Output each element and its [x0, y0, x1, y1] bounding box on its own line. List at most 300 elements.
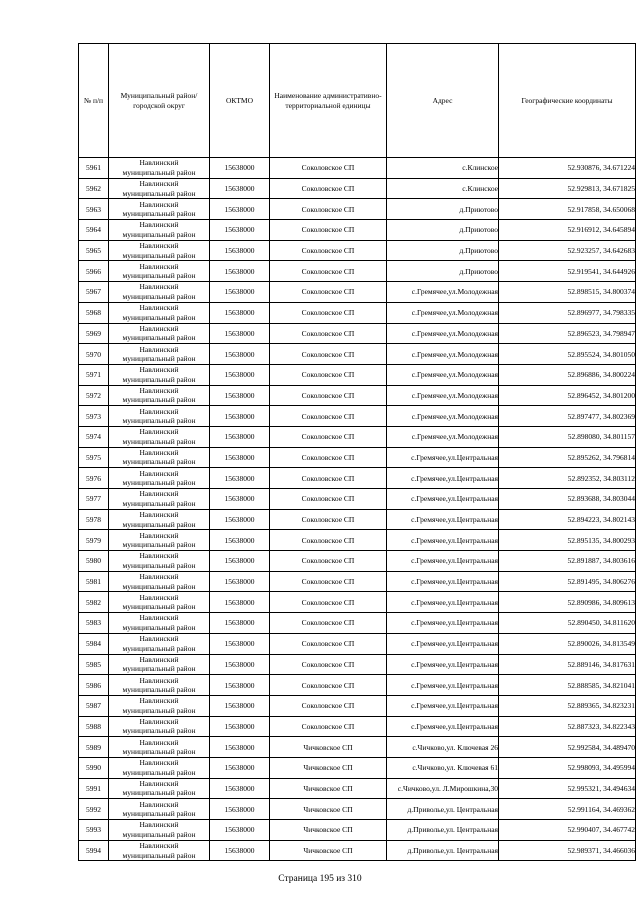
table-row: [79, 757, 636, 778]
row-address: с.Гремячее,ул.Центральная: [387, 551, 499, 572]
row-admin-unit: Соколовское СП: [270, 716, 387, 737]
row-admin-unit: Соколовское СП: [270, 551, 387, 572]
table-row: [79, 778, 636, 799]
row-oktmo: 15638000: [210, 799, 270, 820]
row-district-line-2: муниципальный район: [122, 229, 196, 239]
row-district: [109, 158, 210, 179]
row-address: д.Приютово: [387, 220, 499, 241]
row-admin-unit: Соколовское СП: [270, 302, 387, 323]
row-district: [109, 282, 210, 303]
row-district: [109, 240, 210, 261]
row-oktmo: 15638000: [210, 613, 270, 634]
row-admin-unit: Соколовское СП: [270, 633, 387, 654]
row-district: [109, 654, 210, 675]
row-address: д.Приютово: [387, 261, 499, 282]
row-district: [109, 695, 210, 716]
row-coordinates: 52.930876, 34.671224: [499, 158, 636, 179]
row-district-line-2: муниципальный район: [122, 622, 196, 632]
table-row: [79, 695, 636, 716]
table-row: [79, 840, 636, 861]
table-row: [79, 592, 636, 613]
row-oktmo: 15638000: [210, 323, 270, 344]
row-district-line-1: Навлинский: [139, 613, 179, 623]
row-admin-unit: Чичковское СП: [270, 840, 387, 861]
row-number: 5964: [79, 220, 109, 241]
row-district-line-1: Навлинский: [139, 820, 179, 830]
row-coordinates: 52.917858, 34.650068: [499, 199, 636, 220]
table-row: [79, 282, 636, 303]
row-admin-unit: Соколовское СП: [270, 344, 387, 365]
row-district: [109, 737, 210, 758]
row-address: д.Приволье,ул. Центральная: [387, 820, 499, 841]
row-address: с.Гремячее,ул.Молодежная: [387, 302, 499, 323]
table-row: [79, 675, 636, 696]
row-oktmo: 15638000: [210, 633, 270, 654]
row-district-line-2: муниципальный район: [122, 664, 196, 674]
row-coordinates: 52.889365, 34.823231: [499, 695, 636, 716]
row-oktmo: 15638000: [210, 344, 270, 365]
row-admin-unit: Чичковское СП: [270, 757, 387, 778]
row-district-line-2: муниципальный район: [122, 685, 196, 695]
row-address: с.Гремячее,ул.Центральная: [387, 509, 499, 530]
row-number: 5966: [79, 261, 109, 282]
row-district-line-2: муниципальный район: [122, 312, 196, 322]
table-row: [79, 551, 636, 572]
row-district-line-2: муниципальный район: [122, 374, 196, 384]
row-number: 5967: [79, 282, 109, 303]
row-district-line-1: Навлинский: [139, 778, 179, 788]
row-address: д.Приволье,ул. Центральная: [387, 840, 499, 861]
row-number: 5962: [79, 178, 109, 199]
table-row: [79, 613, 636, 634]
row-oktmo: 15638000: [210, 199, 270, 220]
row-coordinates: 52.896977, 34.798335: [499, 302, 636, 323]
row-district-line-1: Навлинский: [139, 199, 179, 209]
row-district: [109, 509, 210, 530]
row-district-line-2: муниципальный район: [122, 519, 196, 529]
row-coordinates: 52.896452, 34.801200: [499, 385, 636, 406]
table-body: [79, 158, 636, 861]
row-district: [109, 571, 210, 592]
row-coordinates: 52.891887, 34.803616: [499, 551, 636, 572]
row-admin-unit: Соколовское СП: [270, 385, 387, 406]
row-district-line-2: муниципальный район: [122, 726, 196, 736]
row-district: [109, 323, 210, 344]
row-district-line-1: Навлинский: [139, 841, 179, 851]
row-district-line-1: Навлинский: [139, 447, 179, 457]
row-number: 5963: [79, 199, 109, 220]
row-number: 5976: [79, 468, 109, 489]
row-district: [109, 489, 210, 510]
row-admin-unit: Соколовское СП: [270, 406, 387, 427]
row-coordinates: 52.898515, 34.800374: [499, 282, 636, 303]
row-coordinates: 52.891495, 34.806276: [499, 571, 636, 592]
row-oktmo: 15638000: [210, 716, 270, 737]
row-oktmo: 15638000: [210, 282, 270, 303]
row-admin-unit: Соколовское СП: [270, 178, 387, 199]
row-district: [109, 757, 210, 778]
row-district: [109, 592, 210, 613]
row-oktmo: 15638000: [210, 240, 270, 261]
row-address: с.Гремячее,ул.Центральная: [387, 468, 499, 489]
row-district-line-1: Навлинский: [139, 220, 179, 230]
row-district: [109, 530, 210, 551]
row-admin-unit: Чичковское СП: [270, 737, 387, 758]
row-district: [109, 302, 210, 323]
row-coordinates: 52.990407, 34.467742: [499, 820, 636, 841]
row-number: 5978: [79, 509, 109, 530]
table-row: [79, 261, 636, 282]
row-admin-unit: Чичковское СП: [270, 820, 387, 841]
row-oktmo: 15638000: [210, 592, 270, 613]
row-district-line-2: муниципальный район: [122, 829, 196, 839]
row-admin-unit: Соколовское СП: [270, 468, 387, 489]
row-coordinates: 52.896886, 34.800224: [499, 364, 636, 385]
row-coordinates: 52.989371, 34.466036: [499, 840, 636, 861]
row-address: д.Приютово: [387, 199, 499, 220]
row-district: [109, 199, 210, 220]
row-number: 5969: [79, 323, 109, 344]
row-district: [109, 633, 210, 654]
row-address: с.Гремячее,ул.Молодежная: [387, 323, 499, 344]
row-district-line-2: муниципальный район: [122, 271, 196, 281]
row-admin-unit: Соколовское СП: [270, 426, 387, 447]
row-oktmo: 15638000: [210, 302, 270, 323]
row-district: [109, 551, 210, 572]
table-row: [79, 323, 636, 344]
row-coordinates: 52.890450, 34.811620: [499, 613, 636, 634]
table-row: [79, 489, 636, 510]
row-district-line-1: Навлинский: [139, 158, 179, 168]
row-address: д.Приютово: [387, 240, 499, 261]
row-number: 5986: [79, 675, 109, 696]
row-district: [109, 778, 210, 799]
header-oktmo: ОКТМО: [210, 44, 270, 158]
row-district-line-1: Навлинский: [139, 675, 179, 685]
row-district: [109, 364, 210, 385]
row-oktmo: 15638000: [210, 385, 270, 406]
table-row: [79, 240, 636, 261]
row-coordinates: 52.992584, 34.489470: [499, 737, 636, 758]
row-district-line-2: муниципальный район: [122, 333, 196, 343]
row-district: [109, 385, 210, 406]
row-district: [109, 178, 210, 199]
row-coordinates: 52.916912, 34.645894: [499, 220, 636, 241]
table-row: [79, 571, 636, 592]
row-number: 5983: [79, 613, 109, 634]
row-district-line-2: муниципальный район: [122, 602, 196, 612]
row-address: с.Клинское: [387, 178, 499, 199]
row-address: с.Гремячее,ул.Центральная: [387, 675, 499, 696]
row-district-line-1: Навлинский: [139, 696, 179, 706]
row-district-line-2: муниципальный район: [122, 643, 196, 653]
table-header: [79, 44, 636, 158]
row-coordinates: 52.892352, 34.803112: [499, 468, 636, 489]
row-number: 5992: [79, 799, 109, 820]
row-district-line-2: муниципальный район: [122, 478, 196, 488]
row-address: с.Гремячее,ул.Центральная: [387, 592, 499, 613]
row-district: [109, 716, 210, 737]
row-coordinates: 52.887323, 34.822343: [499, 716, 636, 737]
row-number: 5984: [79, 633, 109, 654]
row-address: с.Клинское: [387, 158, 499, 179]
row-oktmo: 15638000: [210, 509, 270, 530]
row-district-line-1: Навлинский: [139, 468, 179, 478]
table-row: [79, 178, 636, 199]
table-row: [79, 799, 636, 820]
row-oktmo: 15638000: [210, 406, 270, 427]
row-district-line-2: муниципальный район: [122, 850, 196, 860]
row-coordinates: 52.919541, 34.644926: [499, 261, 636, 282]
row-number: 5993: [79, 820, 109, 841]
row-oktmo: 15638000: [210, 571, 270, 592]
row-district-line-1: Навлинский: [139, 385, 179, 395]
row-number: 5972: [79, 385, 109, 406]
row-district: [109, 447, 210, 468]
row-oktmo: 15638000: [210, 468, 270, 489]
table-row: [79, 344, 636, 365]
table-row: [79, 302, 636, 323]
row-district-line-2: муниципальный район: [122, 788, 196, 798]
row-address: с.Чичково,ул. Ключевая 26: [387, 737, 499, 758]
row-oktmo: 15638000: [210, 426, 270, 447]
row-district-line-2: муниципальный район: [122, 291, 196, 301]
row-oktmo: 15638000: [210, 220, 270, 241]
row-district-line-1: Навлинский: [139, 530, 179, 540]
row-oktmo: 15638000: [210, 261, 270, 282]
row-district-line-2: муниципальный район: [122, 354, 196, 364]
row-coordinates: 52.895524, 34.801050: [499, 344, 636, 365]
row-district-line-1: Навлинский: [139, 365, 179, 375]
row-district-line-1: Навлинский: [139, 654, 179, 664]
row-address: с.Гремячее,ул.Центральная: [387, 571, 499, 592]
row-admin-unit: Соколовское СП: [270, 220, 387, 241]
row-address: с.Гремячее,ул.Молодежная: [387, 385, 499, 406]
row-coordinates: 52.895262, 34.796814: [499, 447, 636, 468]
row-admin-unit: Соколовское СП: [270, 592, 387, 613]
row-admin-unit: Соколовское СП: [270, 323, 387, 344]
row-number: 5970: [79, 344, 109, 365]
header-address: Адрес: [387, 44, 499, 158]
row-number: 5965: [79, 240, 109, 261]
row-oktmo: 15638000: [210, 447, 270, 468]
row-oktmo: 15638000: [210, 675, 270, 696]
table-row: [79, 468, 636, 489]
row-coordinates: 52.929813, 34.671825: [499, 178, 636, 199]
row-oktmo: 15638000: [210, 551, 270, 572]
row-oktmo: 15638000: [210, 530, 270, 551]
row-oktmo: 15638000: [210, 158, 270, 179]
table-row: [79, 654, 636, 675]
row-admin-unit: Соколовское СП: [270, 240, 387, 261]
row-number: 5975: [79, 447, 109, 468]
row-address: с.Гремячее,ул.Центральная: [387, 716, 499, 737]
row-coordinates: 52.895135, 34.800293: [499, 530, 636, 551]
row-district-line-1: Навлинский: [139, 716, 179, 726]
row-oktmo: 15638000: [210, 695, 270, 716]
row-address: с.Чичково,ул. Л.Мирошкина,30: [387, 778, 499, 799]
row-address: с.Гремячее,ул.Молодежная: [387, 364, 499, 385]
page-footer: Страница 195 из 310: [278, 874, 362, 884]
row-coordinates: 52.998093, 34.495994: [499, 757, 636, 778]
table-row: [79, 509, 636, 530]
row-district-line-2: муниципальный район: [122, 167, 196, 177]
row-number: 5991: [79, 778, 109, 799]
row-admin-unit: Соколовское СП: [270, 364, 387, 385]
row-district-line-1: Навлинский: [139, 592, 179, 602]
row-oktmo: 15638000: [210, 840, 270, 861]
row-address: с.Гремячее,ул.Молодежная: [387, 426, 499, 447]
row-admin-unit: Чичковское СП: [270, 778, 387, 799]
row-district-line-2: муниципальный район: [122, 581, 196, 591]
row-admin-unit: Соколовское СП: [270, 613, 387, 634]
row-district-line-1: Навлинский: [139, 634, 179, 644]
row-coordinates: 52.894223, 34.802143: [499, 509, 636, 530]
row-admin-unit: Соколовское СП: [270, 675, 387, 696]
row-district-line-1: Навлинский: [139, 489, 179, 499]
row-oktmo: 15638000: [210, 778, 270, 799]
table-row: [79, 385, 636, 406]
row-address: с.Гремячее,ул.Центральная: [387, 695, 499, 716]
row-coordinates: 52.889146, 34.817631: [499, 654, 636, 675]
row-district: [109, 406, 210, 427]
row-coordinates: 52.995321, 34.494634: [499, 778, 636, 799]
row-district-line-1: Навлинский: [139, 737, 179, 747]
table-header-row: [79, 44, 636, 158]
row-district-line-1: Навлинский: [139, 303, 179, 313]
row-district: [109, 799, 210, 820]
row-district: [109, 261, 210, 282]
table-row: [79, 447, 636, 468]
row-district-line-2: муниципальный район: [122, 250, 196, 260]
row-oktmo: 15638000: [210, 364, 270, 385]
row-admin-unit: Соколовское СП: [270, 509, 387, 530]
row-coordinates: 52.893688, 34.803044: [499, 489, 636, 510]
header-coordinates: Географические координаты: [499, 44, 636, 158]
row-district-line-1: Навлинский: [139, 510, 179, 520]
row-coordinates: 52.896523, 34.798947: [499, 323, 636, 344]
row-number: 5994: [79, 840, 109, 861]
row-number: 5981: [79, 571, 109, 592]
row-district-line-2: муниципальный район: [122, 188, 196, 198]
row-district: [109, 820, 210, 841]
table-row: [79, 426, 636, 447]
row-number: 5961: [79, 158, 109, 179]
row-address: с.Гремячее,ул.Молодежная: [387, 344, 499, 365]
row-district-line-2: муниципальный район: [122, 705, 196, 715]
row-admin-unit: Соколовское СП: [270, 261, 387, 282]
row-address: с.Гремячее,ул.Центральная: [387, 633, 499, 654]
row-district-line-2: муниципальный район: [122, 395, 196, 405]
header-admin-unit: Наименование административно-территориальной единицы: [270, 44, 387, 158]
row-admin-unit: Соколовское СП: [270, 282, 387, 303]
table-row: [79, 220, 636, 241]
row-district-line-1: Навлинский: [139, 261, 179, 271]
row-admin-unit: Соколовское СП: [270, 571, 387, 592]
row-admin-unit: Соколовское СП: [270, 695, 387, 716]
row-district-line-1: Навлинский: [139, 406, 179, 416]
row-coordinates: 52.897477, 34.802369: [499, 406, 636, 427]
row-address: с.Чичково,ул. Ключевая 61: [387, 757, 499, 778]
row-district: [109, 344, 210, 365]
row-district-line-1: Навлинский: [139, 282, 179, 292]
row-address: с.Гремячее,ул.Центральная: [387, 447, 499, 468]
row-number: 5979: [79, 530, 109, 551]
row-coordinates: 52.890986, 34.809613: [499, 592, 636, 613]
row-district: [109, 468, 210, 489]
row-district-line-2: муниципальный район: [122, 457, 196, 467]
row-district-line-1: Навлинский: [139, 241, 179, 251]
row-number: 5982: [79, 592, 109, 613]
row-district-line-1: Навлинский: [139, 551, 179, 561]
row-district-line-1: Навлинский: [139, 427, 179, 437]
row-number: 5989: [79, 737, 109, 758]
row-district-line-2: муниципальный район: [122, 416, 196, 426]
row-admin-unit: Соколовское СП: [270, 158, 387, 179]
row-number: 5974: [79, 426, 109, 447]
row-district-line-2: муниципальный район: [122, 540, 196, 550]
row-district: [109, 613, 210, 634]
row-admin-unit: Соколовское СП: [270, 447, 387, 468]
row-admin-unit: Соколовское СП: [270, 199, 387, 220]
table-row: [79, 530, 636, 551]
row-coordinates: 52.923257, 34.642683: [499, 240, 636, 261]
row-address: с.Гремячее,ул.Центральная: [387, 654, 499, 675]
row-number: 5968: [79, 302, 109, 323]
row-district: [109, 840, 210, 861]
row-district-line-2: муниципальный район: [122, 767, 196, 777]
row-district-line-2: муниципальный район: [122, 436, 196, 446]
row-number: 5977: [79, 489, 109, 510]
row-district: [109, 426, 210, 447]
row-oktmo: 15638000: [210, 178, 270, 199]
table-row: [79, 406, 636, 427]
table-row: [79, 633, 636, 654]
table-row: [79, 737, 636, 758]
row-oktmo: 15638000: [210, 757, 270, 778]
row-coordinates: 52.898080, 34.801157: [499, 426, 636, 447]
row-number: 5988: [79, 716, 109, 737]
row-district: [109, 220, 210, 241]
row-district-line-1: Навлинский: [139, 758, 179, 768]
row-number: 5987: [79, 695, 109, 716]
row-admin-unit: Соколовское СП: [270, 530, 387, 551]
row-oktmo: 15638000: [210, 820, 270, 841]
table-row: [79, 364, 636, 385]
register-table: [78, 43, 636, 861]
row-oktmo: 15638000: [210, 489, 270, 510]
table-row: [79, 716, 636, 737]
row-address: с.Гремячее,ул.Молодежная: [387, 406, 499, 427]
row-admin-unit: Чичковское СП: [270, 799, 387, 820]
row-number: 5980: [79, 551, 109, 572]
row-number: 5990: [79, 757, 109, 778]
row-coordinates: 52.890026, 34.813549: [499, 633, 636, 654]
row-district-line-1: Навлинский: [139, 344, 179, 354]
row-address: с.Гремячее,ул.Центральная: [387, 530, 499, 551]
row-district-line-1: Навлинский: [139, 179, 179, 189]
row-admin-unit: Соколовское СП: [270, 489, 387, 510]
row-district-line-1: Навлинский: [139, 572, 179, 582]
row-number: 5985: [79, 654, 109, 675]
row-oktmo: 15638000: [210, 654, 270, 675]
row-address: д.Приволье,ул. Центральная: [387, 799, 499, 820]
row-district-line-1: Навлинский: [139, 323, 179, 333]
row-coordinates: 52.888585, 34.821041: [499, 675, 636, 696]
row-district-line-2: муниципальный район: [122, 560, 196, 570]
table-row: [79, 158, 636, 179]
header-number: № п/п: [79, 44, 109, 158]
